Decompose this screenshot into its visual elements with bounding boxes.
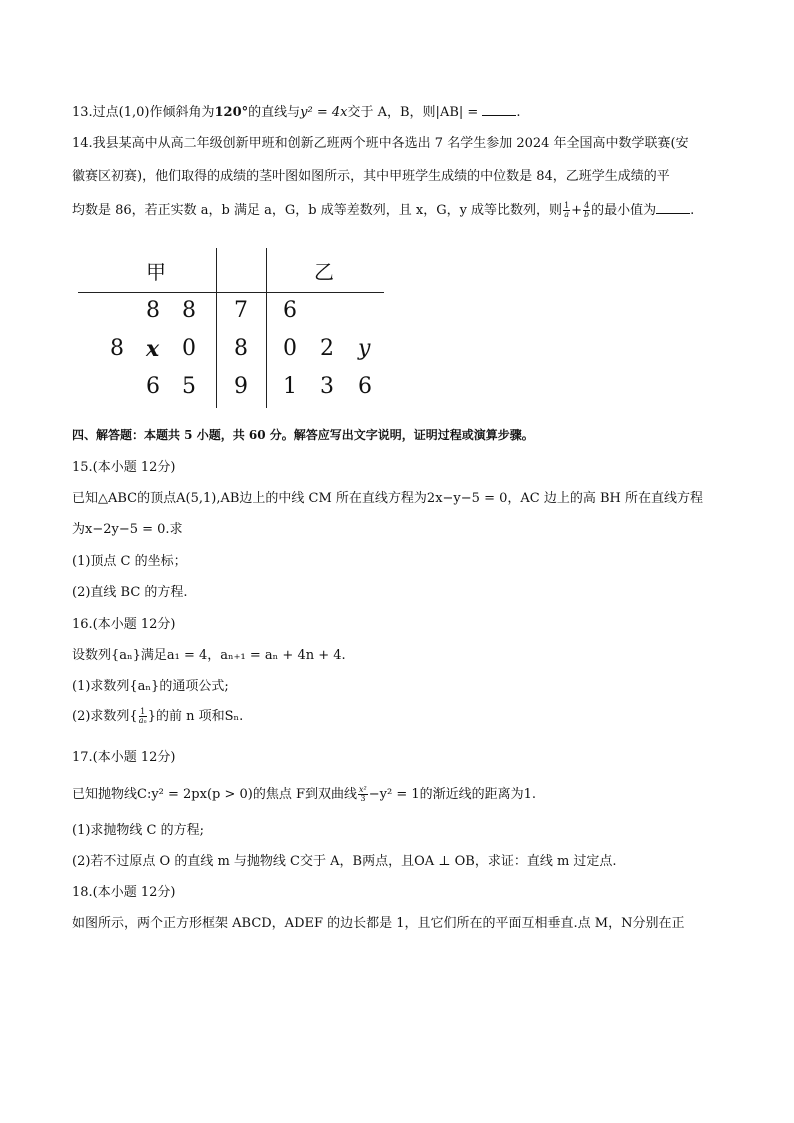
stem-leaf-right-leaf: 2 <box>320 336 334 361</box>
q14-plus: + <box>571 203 583 218</box>
q15-part2: (2)直线 BC 的方程. <box>72 585 188 600</box>
q14-frac2-den: b <box>584 210 590 219</box>
stem-leaf-right-leaf: 0 <box>283 336 297 361</box>
stem-leaf-right-leaf: 1 <box>283 374 297 399</box>
q16-frac-num: 1 <box>140 707 146 716</box>
q15-header: 15.(本小题 12分) <box>72 460 176 475</box>
q14-line2: 徽赛区初赛)，他们取得的成绩的茎叶图如图所示，其中甲班学生成绩的中位数是 84，乙班学生成绩的平 <box>72 169 670 184</box>
stem-leaf-left-leaf: 8 <box>146 298 160 323</box>
stem-leaf-header-jia: 甲 <box>146 260 166 284</box>
question-13: 13.过点(1,0)作倾斜角为120°的直线与y² = 4x交于 A，B，则|AB| = . <box>72 105 521 120</box>
q18-header: 18.(本小题 12分) <box>72 885 176 900</box>
q14-line3a: 均数是 86，若正实数 a，b 满足 a，G，b 成等差数列，且 x，G，y 成等比数列，则 <box>72 203 563 218</box>
q14-frac1-den: a <box>564 210 569 219</box>
q15-line2: 为x−2y−5 = 0.求 <box>72 522 183 537</box>
stem-leaf-stem: 7 <box>234 298 248 323</box>
q16-part1: (1)求数列{aₙ}的通项公式; <box>72 679 229 694</box>
stem-leaf-right-leaf: 6 <box>358 374 372 399</box>
q17-part2: (2)若不过原点 O 的直线 m 与抛物线 C交于 A，B两点，且OA ⊥ OB，求证：直线 m 过定点. <box>72 854 617 869</box>
q13-text-b: 的直线与 <box>248 105 301 120</box>
q16-frac-den: aₙ <box>138 716 147 725</box>
q17-fraction <box>358 786 368 803</box>
stem-leaf-header-divider <box>78 292 384 293</box>
q17-frac-num: x² <box>359 785 367 794</box>
q13-angle: 120° <box>214 105 249 120</box>
stem-leaf-right-leaf: 6 <box>283 298 297 323</box>
q14-line3: 均数是 86，若正实数 a，b 满足 a，G，b 成等差数列，且 x，G，y 成等比数列，则 $\frac{1}{a}$ + $\frac{4}{b}$ 的最小值为 . <box>72 201 695 219</box>
q17-line1a: 已知抛物线C:y² = 2px(p > 0)的焦点 F到双曲线 <box>72 787 358 802</box>
q15-part1: (1)顶点 C 的坐标； <box>72 554 187 569</box>
stem-leaf-right-leaf: y <box>358 336 371 361</box>
stem-leaf-left-leaf: 6 <box>146 374 160 399</box>
q17-header: 17.(本小题 12分) <box>72 750 176 765</box>
q14-line3b: 的最小值为 <box>591 203 657 218</box>
q13-text-a: 13.过点(1,0)作倾斜角为 <box>72 105 215 120</box>
stem-leaf-left-leaf: x <box>146 336 160 362</box>
stem-leaf-plot <box>78 248 388 408</box>
stem-leaf-stem: 9 <box>234 374 248 399</box>
q17-frac-den: 3 <box>360 794 366 803</box>
q13-equation: y² = 4x <box>300 105 348 120</box>
stem-leaf-right-divider <box>266 248 267 408</box>
q16-part2b: }的前 n 项和Sₙ. <box>147 709 244 724</box>
q18-line1: 如图所示，两个正方形框架 ABCD，ADEF 的边长都是 1，且它们所在的平面互相垂直.点 M，N分别在正 <box>72 916 685 931</box>
stem-leaf-left-leaf: 5 <box>182 374 196 399</box>
q14-fraction-1 <box>563 202 570 219</box>
q16-fraction <box>139 708 147 725</box>
stem-leaf-left-leaf: 8 <box>110 336 124 361</box>
q14-fraction-2 <box>583 202 590 219</box>
stem-leaf-right-leaf: 3 <box>320 374 334 399</box>
q14-answer-blank <box>656 201 690 214</box>
stem-leaf-stem: 8 <box>234 336 248 361</box>
section-4-heading: 四、解答题：本题共 5 小题，共 60 分。解答应写出文字说明，证明过程或演算步骤。 <box>72 428 534 442</box>
q16-header: 16.(本小题 12分) <box>72 617 176 632</box>
q14-line1: 14.我县某高中从高二年级创新甲班和创新乙班两个班中各选出 7 名学生参加 2024 年全国高中数学联赛(安 <box>72 136 689 151</box>
q17-part1: (1)求抛物线 C 的方程; <box>72 823 205 838</box>
q16-part2a: (2)求数列{ <box>72 709 138 724</box>
q16-part2 <box>72 708 243 726</box>
q15-line1: 已知△ABC的顶点A(5,1),AB边上的中线 CM 所在直线方程为2x−y−5 = 0，AC 边上的高 BH 所在直线方程 <box>72 491 703 506</box>
q13-text-c: 交于 A，B，则|AB| = <box>347 105 483 120</box>
q16-line1: 设数列{aₙ}满足a₁ = 4，aₙ₊₁ = aₙ + 4n + 4. <box>72 648 346 663</box>
q14-frac2-num: 4 <box>584 201 590 210</box>
stem-leaf-header-yi: 乙 <box>314 260 334 284</box>
q13-answer-blank <box>482 103 516 116</box>
stem-leaf-left-leaf: 8 <box>182 298 196 323</box>
stem-leaf-left-divider <box>216 248 217 408</box>
stem-leaf-left-leaf: 0 <box>182 336 196 361</box>
q14-frac1-num: 1 <box>564 201 570 210</box>
q17-line1 <box>72 786 536 804</box>
q17-line1b: −y² = 1的渐近线的距离为1. <box>368 787 537 802</box>
